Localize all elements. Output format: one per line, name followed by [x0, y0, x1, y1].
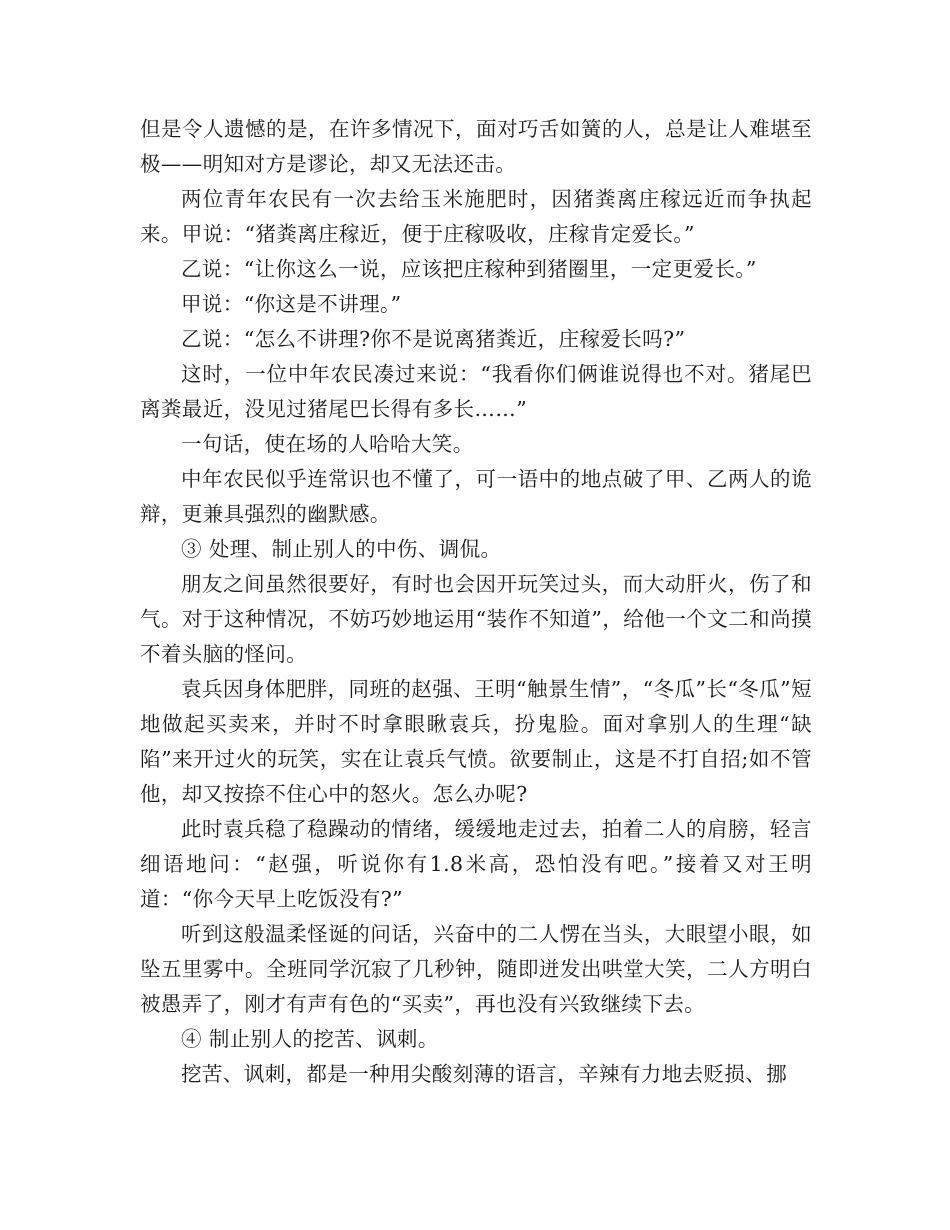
section-heading-3: ③ 处理、制止别人的中伤、调侃。	[181, 537, 502, 561]
paragraph-13: 听到这般温柔怪诞的问话，兴奋中的二人愣在当头，大眼望小眼，如坠五里雾中。全班同学沉寂了几秒钟，随即迸发出哄堂大笑，二人方明白被愚弄了，刚才有声有色的“买卖”，再也没有兴致继续下去。	[140, 922, 812, 1016]
paragraph-7: 一句话，使在场的人哈哈大笑。	[181, 432, 474, 456]
document-page	[140, 112, 812, 1092]
paragraph-1: 但是令人遗憾的是，在许多情况下，面对巧舌如簧的人，总是让人难堪至极——明知对方是谬论，却又无法还击。	[140, 117, 812, 176]
paragraph-5: 乙说：“怎么不讲理?你不是说离猪粪近，庄稼爱长吗?”	[181, 327, 686, 351]
paragraph-4: 甲说：“你这是不讲理。”	[181, 292, 402, 316]
paragraph-15: 挖苦、讽刺，都是一种用尖酸刻薄的语言，辛辣有力地去贬损、挪	[181, 1062, 788, 1086]
paragraph-11: 袁兵因身体肥胖，同班的赵强、王明“触景生情”，“冬瓜”长“冬瓜”短地做起买卖来，并时不时拿眼瞅袁兵，扮鬼脸。面对拿别人的生理“缺陷”来开过火的玩笑，实在让袁兵气愤。欲要制止，这是不打自招;如不管他，却又按捺不住心中的怒火。怎么办呢?	[140, 677, 812, 806]
paragraph-2: 两位青年农民有一次去给玉米施肥时，因猪粪离庄稼远近而争执起来。甲说：“猪粪离庄稼近，便于庄稼吸收，庄稼肯定爱长。”	[140, 187, 812, 246]
section-heading-4: ④ 制止别人的挖苦、讽刺。	[181, 1027, 439, 1051]
paragraph-3: 乙说：“让你这么一说，应该把庄稼种到猪圈里，一定更爱长。”	[181, 257, 757, 281]
paragraph-10: 朋友之间虽然很要好，有时也会因开玩笑过头，而大动肝火，伤了和气。对于这种情况，不妨巧妙地运用“装作不知道”，给他一个文二和尚摸不着头脑的怪问。	[140, 572, 812, 666]
paragraph-6: 这时，一位中年农民凑过来说：“我看你们俩谁说得也不对。猪尾巴离粪最近，没见过猪尾巴长得有多长……”	[140, 362, 812, 421]
paragraph-8: 中年农民似乎连常识也不懂了，可一语中的地点破了甲、乙两人的诡辩，更兼具强烈的幽默感。	[140, 467, 812, 526]
paragraph-12: 此时袁兵稳了稳躁动的情绪，缓缓地走过去，拍着二人的肩膀，轻言细语地问：“赵强，听说你有1.8米高，恐怕没有吧。”接着又对王明道：“你今天早上吃饭没有?”	[140, 817, 812, 911]
